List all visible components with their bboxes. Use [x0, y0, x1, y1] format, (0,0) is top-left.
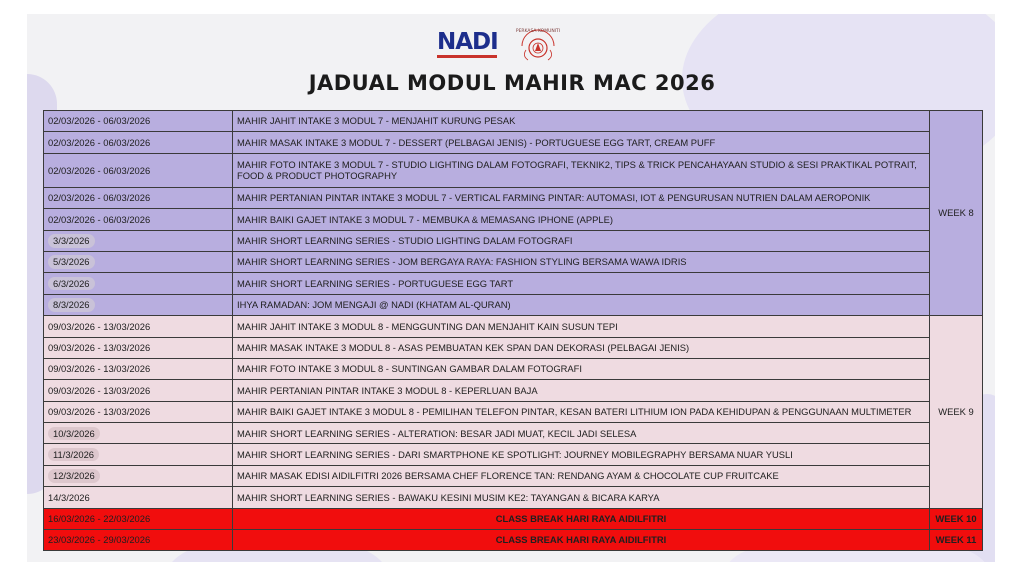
table-row	[44, 444, 983, 465]
date-cell: 02/03/2026 - 06/03/2026	[44, 153, 233, 187]
date-cell: 02/03/2026 - 06/03/2026	[44, 132, 233, 153]
date-cell	[44, 423, 233, 444]
date-cell: 23/03/2026 - 29/03/2026	[44, 530, 233, 551]
week-label: WEEK 8	[930, 111, 983, 316]
table-row	[44, 273, 983, 294]
page-title: JADUAL MODUL MAHIR MAC 2026	[308, 71, 716, 95]
table-row	[44, 153, 983, 187]
activity-cell: MAHIR SHORT LEARNING SERIES - PORTUGUESE EGG TART	[233, 273, 930, 294]
date-cell: 09/03/2026 - 13/03/2026	[44, 401, 233, 422]
table-row	[44, 209, 983, 230]
date-cell: 02/03/2026 - 06/03/2026	[44, 209, 233, 230]
date-cell: 16/03/2026 - 22/03/2026	[44, 508, 233, 529]
table-row	[44, 316, 983, 337]
table-row	[44, 401, 983, 422]
table-row	[44, 111, 983, 132]
activity-cell: MAHIR FOTO INTAKE 3 MODUL 7 - STUDIO LIGHTING DALAM FOTOGRAFI, TEKNIK2, TIPS & TRICK PENCAHAYAAN STUDIO & SESI PRAKTIKAL POTRAIT, FOOD & PRODUCT PHOTOGRAPHY	[233, 153, 930, 187]
activity-cell: MAHIR BAIKI GAJET INTAKE 3 MODUL 8 - PEMILIHAN TELEFON PINTAR, KESAN BATERI LITHIUM ION PADA KEHIDUPAN & PENGGUNAAN MULTIMETER	[233, 401, 930, 422]
date-cell	[44, 273, 233, 294]
activity-cell: MAHIR SHORT LEARNING SERIES - ALTERATION: BESAR JADI MUAT, KECIL JADI SELESA	[233, 423, 930, 444]
break-row	[44, 508, 983, 529]
table-row	[44, 132, 983, 153]
table-row	[44, 337, 983, 358]
nadi-logo	[437, 30, 497, 60]
table-row	[44, 294, 983, 315]
schedule-table	[43, 110, 983, 551]
date-cell	[44, 444, 233, 465]
table-row	[44, 423, 983, 444]
activity-cell: MAHIR SHORT LEARNING SERIES - BAWAKU KESINI MUSIM KE2: TAYANGAN & BICARA KARYA	[233, 487, 930, 508]
activity-cell: MAHIR SHORT LEARNING SERIES - JOM BERGAYA RAYA: FASHION STYLING BERSAMA WAWA IDRIS	[233, 251, 930, 272]
activity-cell: MAHIR SHORT LEARNING SERIES - DARI SMARTPHONE KE SPOTLIGHT: JOURNEY MOBILEGRAPHY BERSAMA NUAR YUSLI	[233, 444, 930, 465]
date-cell: 14/3/2026	[44, 487, 233, 508]
activity-cell: MAHIR MASAK EDISI AIDILFITRI 2026 BERSAMA CHEF FLORENCE TAN: RENDANG AYAM & CHOCOLATE CUP FRUITCAKE	[233, 465, 930, 486]
date-cell	[44, 251, 233, 272]
activity-cell: IHYA RAMADAN: JOM MENGAJI @ NADI (KHATAM AL-QURAN)	[233, 294, 930, 315]
week-label: WEEK 11	[930, 530, 983, 551]
date-cell	[44, 294, 233, 315]
activity-cell: MAHIR PERTANIAN PINTAR INTAKE 3 MODUL 8 - KEPERLUAN BAJA	[233, 380, 930, 401]
activity-cell: MAHIR MASAK INTAKE 3 MODUL 7 - DESSERT (PELBAGAI JENIS) - PORTUGUESE EGG TART, CREAM PUFF	[233, 132, 930, 153]
activity-cell: MAHIR PERTANIAN PINTAR INTAKE 3 MODUL 7 - VERTICAL FARMING PINTAR: AUTOMASI, IOT & PENGURUSAN NUTRIEN DALAM AEROPONIK	[233, 187, 930, 208]
date-cell: 09/03/2026 - 13/03/2026	[44, 380, 233, 401]
break-row	[44, 530, 983, 551]
svg-text:PERKASA KOMUNITI: PERKASA KOMUNITI	[515, 29, 561, 34]
table-row	[44, 230, 983, 251]
table-row	[44, 487, 983, 508]
table-row	[44, 380, 983, 401]
date-cell: 02/03/2026 - 06/03/2026	[44, 111, 233, 132]
activity-cell: MAHIR BAIKI GAJET INTAKE 3 MODUL 7 - MEMBUKA & MEMASANG IPHONE (APPLE)	[233, 209, 930, 230]
date-cell: 09/03/2026 - 13/03/2026	[44, 316, 233, 337]
date-pill: 10/3/2026	[48, 427, 100, 441]
table-row	[44, 358, 983, 379]
activity-cell: MAHIR SHORT LEARNING SERIES - STUDIO LIGHTING DALAM FOTOGRAFI	[233, 230, 930, 251]
activity-cell: CLASS BREAK HARI RAYA AIDILFITRI	[233, 508, 930, 529]
table-row	[44, 251, 983, 272]
activity-cell: CLASS BREAK HARI RAYA AIDILFITRI	[233, 530, 930, 551]
table-row	[44, 465, 983, 486]
date-pill: 8/3/2026	[48, 298, 95, 312]
activity-cell: MAHIR JAHIT INTAKE 3 MODUL 8 - MENGGUNTING DAN MENJAHIT KAIN SUSUN TEPI	[233, 316, 930, 337]
activity-cell: MAHIR MASAK INTAKE 3 MODUL 8 - ASAS PEMBUATAN KEK SPAN DAN DEKORASI (PELBAGAI JENIS)	[233, 337, 930, 358]
perkasa-komuniti-seal-icon	[508, 24, 568, 64]
date-cell: 02/03/2026 - 06/03/2026	[44, 187, 233, 208]
date-pill: 12/3/2026	[48, 469, 100, 483]
table-row	[44, 187, 983, 208]
date-pill: 5/3/2026	[48, 255, 95, 269]
date-pill: 3/3/2026	[48, 234, 95, 248]
nadi-logo-text: NADI	[437, 29, 498, 55]
activity-cell: MAHIR JAHIT INTAKE 3 MODUL 7 - MENJAHIT KURUNG PESAK	[233, 111, 930, 132]
date-cell: 09/03/2026 - 13/03/2026	[44, 358, 233, 379]
date-pill: 11/3/2026	[48, 448, 99, 462]
date-cell: 09/03/2026 - 13/03/2026	[44, 337, 233, 358]
date-cell	[44, 230, 233, 251]
nadi-logo-underline	[437, 55, 497, 58]
date-pill: 6/3/2026	[48, 277, 95, 291]
week-label: WEEK 9	[930, 316, 983, 509]
date-cell	[44, 465, 233, 486]
activity-cell: MAHIR FOTO INTAKE 3 MODUL 8 - SUNTINGAN GAMBAR DALAM FOTOGRAFI	[233, 358, 930, 379]
week-label: WEEK 10	[930, 508, 983, 529]
